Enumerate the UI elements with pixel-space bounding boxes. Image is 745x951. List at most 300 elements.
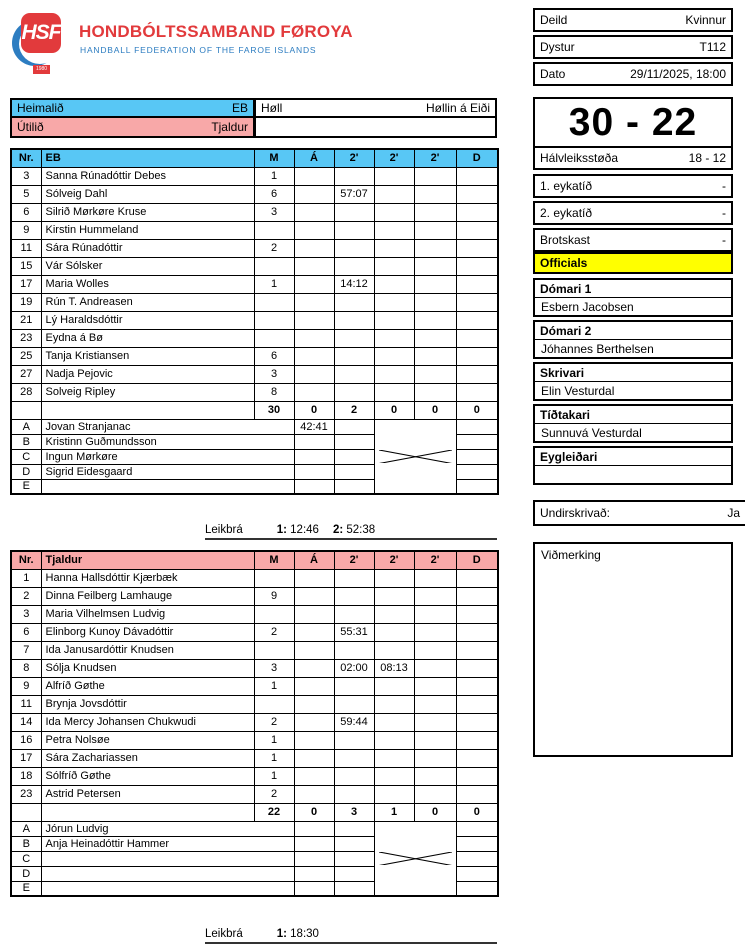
player-row bbox=[11, 713, 498, 731]
official-person-name bbox=[535, 466, 731, 483]
meta-value: T112 bbox=[699, 40, 726, 54]
col-suspension-1: 2' bbox=[334, 551, 374, 569]
period-time: 12:46 bbox=[286, 524, 319, 536]
stat-cell bbox=[414, 749, 456, 767]
player-row bbox=[11, 257, 498, 275]
col-suspension-3: 2' bbox=[414, 551, 456, 569]
player-row bbox=[11, 239, 498, 257]
stat-cell bbox=[254, 605, 294, 623]
player-number: 19 bbox=[11, 293, 41, 311]
stat-cell bbox=[294, 293, 334, 311]
stat-cell bbox=[456, 881, 498, 896]
period-time: 52:38 bbox=[343, 524, 376, 536]
player-row bbox=[11, 641, 498, 659]
official-letter: A bbox=[11, 821, 41, 836]
stat-cell bbox=[456, 329, 498, 347]
stat-cell bbox=[374, 383, 414, 401]
stat-cell bbox=[456, 311, 498, 329]
away-leikbra bbox=[205, 928, 497, 944]
stat-cell bbox=[334, 749, 374, 767]
player-name: Ida Mercy Johansen Chukwudi bbox=[41, 713, 254, 731]
player-name: Vár Sólsker bbox=[41, 257, 254, 275]
stat-cell bbox=[374, 785, 414, 803]
logo-text: HSF bbox=[21, 21, 61, 44]
stat-cell bbox=[374, 677, 414, 695]
stat-cell: 3 bbox=[254, 659, 294, 677]
stat-cell bbox=[374, 329, 414, 347]
home-team-cell bbox=[10, 98, 255, 118]
official-role: Skrivari bbox=[535, 364, 731, 382]
totals-row bbox=[11, 803, 498, 821]
player-row bbox=[11, 587, 498, 605]
stat-cell: 2 bbox=[254, 785, 294, 803]
stat-cell bbox=[456, 695, 498, 713]
player-number: 9 bbox=[11, 677, 41, 695]
player-number: 7 bbox=[11, 641, 41, 659]
player-number: 15 bbox=[11, 257, 41, 275]
halftime-row bbox=[535, 148, 731, 168]
player-name: Nadja Pejovic bbox=[41, 365, 254, 383]
player-name: Dinna Feilberg Lamhauge bbox=[41, 587, 254, 605]
player-number: 18 bbox=[11, 767, 41, 785]
col-suspension-2: 2' bbox=[374, 551, 414, 569]
stat-cell bbox=[414, 347, 456, 365]
player-name: Eydna á Bø bbox=[41, 329, 254, 347]
player-name: Ida Janusardóttir Knudsen bbox=[41, 641, 254, 659]
stat-cell bbox=[456, 365, 498, 383]
period-label: 1: bbox=[276, 524, 287, 536]
official-name bbox=[41, 479, 294, 494]
away-team-name: Tjaldur bbox=[211, 120, 248, 134]
crossed-out-cell bbox=[374, 821, 456, 896]
stat-cell bbox=[456, 641, 498, 659]
stat-cell bbox=[254, 695, 294, 713]
stat-cell bbox=[374, 587, 414, 605]
remarks-box bbox=[533, 542, 733, 757]
stat-cell bbox=[456, 767, 498, 785]
stat-cell bbox=[294, 449, 334, 464]
stat-cell bbox=[374, 275, 414, 293]
player-number: 25 bbox=[11, 347, 41, 365]
player-name: Sanna Rúnadóttir Debes bbox=[41, 167, 254, 185]
official-entry bbox=[533, 278, 733, 317]
official-role: Dómari 2 bbox=[535, 322, 731, 340]
stat-cell: 9 bbox=[254, 587, 294, 605]
official-name bbox=[41, 851, 294, 866]
stat-cell bbox=[294, 836, 334, 851]
stat-cell bbox=[334, 434, 374, 449]
player-number: 1 bbox=[11, 569, 41, 587]
stat-cell bbox=[334, 347, 374, 365]
total-cell: 0 bbox=[294, 803, 334, 821]
stat-cell bbox=[456, 275, 498, 293]
stat-cell bbox=[294, 311, 334, 329]
stat-cell bbox=[334, 257, 374, 275]
stat-cell bbox=[456, 464, 498, 479]
player-name: Sára Rúnadóttir bbox=[41, 239, 254, 257]
official-name bbox=[41, 866, 294, 881]
stat-cell bbox=[374, 239, 414, 257]
player-number: 9 bbox=[11, 221, 41, 239]
stat-cell bbox=[456, 449, 498, 464]
stat-cell bbox=[414, 365, 456, 383]
stat-cell bbox=[294, 677, 334, 695]
empty-hall-cell bbox=[255, 118, 497, 138]
col-team: EB bbox=[41, 149, 254, 167]
stat-cell bbox=[294, 383, 334, 401]
player-row bbox=[11, 677, 498, 695]
official-name: Ingun Mørkøre bbox=[41, 449, 294, 464]
official-name bbox=[41, 881, 294, 896]
stat-cell bbox=[294, 434, 334, 449]
player-row bbox=[11, 749, 498, 767]
final-score: 30 - 22 bbox=[535, 99, 731, 148]
penalty-row bbox=[533, 228, 733, 252]
stat-cell bbox=[374, 695, 414, 713]
stat-cell bbox=[374, 257, 414, 275]
meta-row bbox=[533, 35, 733, 59]
stat-cell bbox=[414, 293, 456, 311]
stat-cell bbox=[414, 221, 456, 239]
stat-cell bbox=[334, 167, 374, 185]
player-row bbox=[11, 785, 498, 803]
player-row bbox=[11, 695, 498, 713]
player-number: 11 bbox=[11, 695, 41, 713]
total-cell: 0 bbox=[456, 803, 498, 821]
stat-cell bbox=[294, 881, 334, 896]
player-name: Maria Wolles bbox=[41, 275, 254, 293]
stat-cell bbox=[334, 767, 374, 785]
total-cell: 1 bbox=[374, 803, 414, 821]
stat-cell bbox=[294, 587, 334, 605]
overtime2-value: - bbox=[722, 206, 726, 220]
official-letter: A bbox=[11, 419, 41, 434]
stat-cell: 59:44 bbox=[334, 713, 374, 731]
stat-cell bbox=[294, 239, 334, 257]
meta-label: Dato bbox=[540, 67, 566, 81]
player-row bbox=[11, 383, 498, 401]
player-number: 5 bbox=[11, 185, 41, 203]
stat-cell: 02:00 bbox=[334, 659, 374, 677]
stat-cell bbox=[456, 851, 498, 866]
official-person-name: Jóhannes Berthelsen bbox=[541, 341, 654, 356]
stat-cell bbox=[414, 713, 456, 731]
stat-cell bbox=[294, 185, 334, 203]
player-name: Sólveig Dahl bbox=[41, 185, 254, 203]
col-disqualification: D bbox=[456, 551, 498, 569]
stat-cell bbox=[414, 311, 456, 329]
player-number: 3 bbox=[11, 605, 41, 623]
player-name: Sólja Knudsen bbox=[41, 659, 254, 677]
score-panel bbox=[533, 97, 733, 255]
stat-cell: 3 bbox=[254, 365, 294, 383]
col-nr: Nr. bbox=[11, 149, 41, 167]
stat-cell bbox=[414, 677, 456, 695]
stat-cell bbox=[294, 329, 334, 347]
stat-cell bbox=[414, 185, 456, 203]
stat-cell bbox=[414, 731, 456, 749]
official-entry bbox=[533, 404, 733, 443]
stat-cell bbox=[334, 569, 374, 587]
home-roster-table bbox=[10, 148, 499, 495]
total-cell: 3 bbox=[334, 803, 374, 821]
stat-cell bbox=[294, 713, 334, 731]
stat-cell bbox=[374, 293, 414, 311]
stat-cell bbox=[456, 569, 498, 587]
stat-cell bbox=[294, 605, 334, 623]
stat-cell bbox=[374, 167, 414, 185]
stat-cell bbox=[334, 221, 374, 239]
stat-cell bbox=[294, 641, 334, 659]
stat-cell bbox=[414, 695, 456, 713]
total-cell: 0 bbox=[414, 401, 456, 419]
stat-cell bbox=[334, 464, 374, 479]
stat-cell bbox=[334, 605, 374, 623]
stat-cell bbox=[294, 695, 334, 713]
stat-cell bbox=[456, 257, 498, 275]
player-row bbox=[11, 623, 498, 641]
totals-empty bbox=[11, 803, 41, 821]
stat-cell bbox=[456, 434, 498, 449]
stat-cell bbox=[334, 881, 374, 896]
total-cell: 0 bbox=[374, 401, 414, 419]
official-person-name: Esbern Jacobsen bbox=[541, 299, 634, 314]
player-row bbox=[11, 767, 498, 785]
stat-cell bbox=[414, 767, 456, 785]
stat-cell: 2 bbox=[254, 623, 294, 641]
org-subtitle: HANDBALL FEDERATION OF THE FAROE ISLANDS bbox=[80, 45, 317, 55]
player-row bbox=[11, 731, 498, 749]
stat-cell bbox=[456, 623, 498, 641]
stat-cell: 6 bbox=[254, 185, 294, 203]
stat-cell bbox=[414, 623, 456, 641]
stat-cell bbox=[456, 749, 498, 767]
player-row bbox=[11, 185, 498, 203]
stat-cell bbox=[456, 821, 498, 836]
stat-cell bbox=[414, 203, 456, 221]
stat-cell: 1 bbox=[254, 749, 294, 767]
team-official-row bbox=[11, 821, 498, 836]
stat-cell bbox=[294, 731, 334, 749]
player-row bbox=[11, 221, 498, 239]
player-number: 11 bbox=[11, 239, 41, 257]
meta-row bbox=[533, 8, 733, 32]
player-row bbox=[11, 311, 498, 329]
stat-cell bbox=[334, 641, 374, 659]
stat-cell bbox=[456, 419, 498, 434]
overtime1-value: - bbox=[722, 179, 726, 193]
org-name: HONDBÓLTSSAMBAND FØROYA bbox=[79, 22, 353, 41]
stat-cell bbox=[334, 383, 374, 401]
col-goals: M bbox=[254, 551, 294, 569]
player-name: Lý Haraldsdóttir bbox=[41, 311, 254, 329]
away-team-cell bbox=[10, 118, 255, 138]
stat-cell bbox=[254, 221, 294, 239]
stat-cell bbox=[456, 383, 498, 401]
player-name: Hanna Hallsdóttir Kjærbæk bbox=[41, 569, 254, 587]
overtime1-label: 1. eykatíð bbox=[540, 179, 593, 193]
home-label: Heimalið bbox=[17, 101, 64, 115]
stat-cell: 14:12 bbox=[334, 275, 374, 293]
stat-cell bbox=[334, 785, 374, 803]
logo-badge bbox=[21, 13, 61, 53]
stat-cell bbox=[414, 329, 456, 347]
away-roster-table bbox=[10, 550, 499, 897]
official-letter: D bbox=[11, 464, 41, 479]
penalty-value: - bbox=[722, 233, 726, 247]
stat-cell bbox=[294, 851, 334, 866]
stat-cell bbox=[294, 365, 334, 383]
col-suspension-3: 2' bbox=[414, 149, 456, 167]
total-cell: 0 bbox=[456, 401, 498, 419]
stat-cell bbox=[334, 419, 374, 434]
x-mark bbox=[379, 852, 452, 866]
leikbra-entries bbox=[263, 928, 319, 940]
player-number: 17 bbox=[11, 275, 41, 293]
official-letter: D bbox=[11, 866, 41, 881]
totals-empty bbox=[41, 803, 254, 821]
stat-cell bbox=[334, 479, 374, 494]
stat-cell bbox=[294, 866, 334, 881]
stat-cell bbox=[374, 641, 414, 659]
player-number: 2 bbox=[11, 587, 41, 605]
stat-cell bbox=[374, 185, 414, 203]
col-warning: Á bbox=[294, 149, 334, 167]
stat-cell: 55:31 bbox=[334, 623, 374, 641]
col-goals: M bbox=[254, 149, 294, 167]
stat-cell bbox=[374, 623, 414, 641]
stat-cell bbox=[334, 293, 374, 311]
remarks-label: Viðmerking bbox=[541, 548, 601, 562]
stat-cell bbox=[334, 365, 374, 383]
stat-cell bbox=[456, 866, 498, 881]
stat-cell bbox=[414, 641, 456, 659]
col-suspension-2: 2' bbox=[374, 149, 414, 167]
player-number: 16 bbox=[11, 731, 41, 749]
stat-cell bbox=[334, 329, 374, 347]
match-meta bbox=[533, 8, 733, 89]
player-number: 14 bbox=[11, 713, 41, 731]
official-letter: B bbox=[11, 434, 41, 449]
official-name: Anja Heinadóttir Hammer bbox=[41, 836, 294, 851]
away-roster-header bbox=[11, 551, 498, 569]
total-cell: 22 bbox=[254, 803, 294, 821]
total-cell: 0 bbox=[414, 803, 456, 821]
stat-cell: 08:13 bbox=[374, 659, 414, 677]
period-label: 2: bbox=[332, 524, 344, 536]
stat-cell: 42:41 bbox=[294, 419, 334, 434]
stat-cell: 1 bbox=[254, 767, 294, 785]
stat-cell bbox=[254, 257, 294, 275]
player-name: Kirstin Hummeland bbox=[41, 221, 254, 239]
penalty-label: Brotskast bbox=[540, 233, 591, 247]
stat-cell bbox=[456, 677, 498, 695]
player-number: 3 bbox=[11, 167, 41, 185]
official-person-name: Elin Vesturdal bbox=[541, 383, 615, 398]
stat-cell bbox=[456, 185, 498, 203]
official-name: Sigrid Eidesgaard bbox=[41, 464, 294, 479]
stat-cell bbox=[294, 479, 334, 494]
leikbra-entries bbox=[263, 524, 375, 536]
stat-cell bbox=[414, 275, 456, 293]
stat-cell: 1 bbox=[254, 677, 294, 695]
meta-value: 29/11/2025, 18:00 bbox=[630, 67, 726, 81]
total-cell: 0 bbox=[294, 401, 334, 419]
official-entry bbox=[533, 362, 733, 401]
stat-cell bbox=[334, 449, 374, 464]
crossed-out-cell bbox=[374, 419, 456, 494]
stat-cell bbox=[294, 821, 334, 836]
player-row bbox=[11, 365, 498, 383]
stat-cell: 8 bbox=[254, 383, 294, 401]
stat-cell bbox=[456, 221, 498, 239]
official-letter: E bbox=[11, 881, 41, 896]
leikbra-label: Leikbrá bbox=[205, 928, 243, 940]
player-row bbox=[11, 347, 498, 365]
player-number: 6 bbox=[11, 203, 41, 221]
player-name: Brynja Jovsdóttir bbox=[41, 695, 254, 713]
official-role: Dómari 1 bbox=[535, 280, 731, 298]
stat-cell bbox=[414, 167, 456, 185]
player-number: 28 bbox=[11, 383, 41, 401]
stat-cell bbox=[456, 587, 498, 605]
stat-cell bbox=[414, 659, 456, 677]
meta-row bbox=[533, 62, 733, 86]
stat-cell: 1 bbox=[254, 731, 294, 749]
stat-cell bbox=[374, 347, 414, 365]
player-row bbox=[11, 167, 498, 185]
stat-cell bbox=[294, 569, 334, 587]
stat-cell bbox=[334, 866, 374, 881]
home-team-name: EB bbox=[231, 101, 248, 115]
stat-cell bbox=[374, 203, 414, 221]
stat-cell bbox=[374, 569, 414, 587]
player-name: Sólfríð Gøthe bbox=[41, 767, 254, 785]
col-disqualification: D bbox=[456, 149, 498, 167]
stat-cell bbox=[374, 605, 414, 623]
stat-cell bbox=[294, 749, 334, 767]
leikbra-label: Leikbrá bbox=[205, 524, 243, 536]
overtime1-row bbox=[533, 174, 733, 198]
stat-cell bbox=[294, 659, 334, 677]
player-number: 23 bbox=[11, 785, 41, 803]
stat-cell: 1 bbox=[254, 167, 294, 185]
official-name: Jórun Ludvig bbox=[41, 821, 294, 836]
stat-cell bbox=[294, 623, 334, 641]
overtime2-row bbox=[533, 201, 733, 225]
totals-empty bbox=[41, 401, 254, 419]
official-name: Kristinn Guðmundsson bbox=[41, 434, 294, 449]
stat-cell bbox=[374, 767, 414, 785]
stat-cell bbox=[374, 731, 414, 749]
stat-cell bbox=[414, 569, 456, 587]
col-warning: Á bbox=[294, 551, 334, 569]
stat-cell bbox=[374, 713, 414, 731]
stat-cell bbox=[456, 836, 498, 851]
hall-value: Høllin á Eiði bbox=[425, 101, 490, 115]
stat-cell bbox=[456, 785, 498, 803]
player-name: Solveig Ripley bbox=[41, 383, 254, 401]
period-label: 1: bbox=[276, 928, 287, 940]
player-row bbox=[11, 203, 498, 221]
signature-label: Undirskrivað: bbox=[540, 506, 611, 520]
stat-cell bbox=[294, 767, 334, 785]
player-row bbox=[11, 605, 498, 623]
stat-cell bbox=[254, 293, 294, 311]
halftime-value: 18 - 12 bbox=[688, 151, 726, 165]
stat-cell bbox=[254, 569, 294, 587]
stat-cell bbox=[294, 257, 334, 275]
